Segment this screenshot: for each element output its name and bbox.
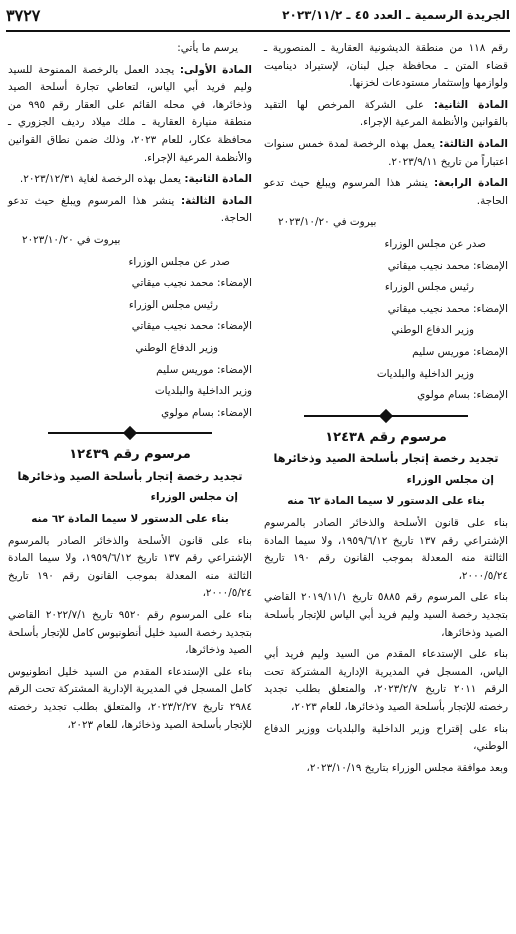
article-label: المادة الثانية: bbox=[184, 173, 252, 186]
article-1 bbox=[8, 62, 252, 168]
decree-date: بيروت في ٢٠٢٣/١٠/٢٠ bbox=[22, 233, 121, 246]
signature-line: الإمضاء: بسام مولوي bbox=[161, 406, 252, 419]
article-2 bbox=[8, 171, 252, 189]
page-number: ٣٧٢٧ bbox=[6, 6, 41, 25]
gazette-title: الجريدة الرسمية ـ العدد ٤٥ ـ ٢٠٢٣/١١/٢ bbox=[282, 8, 510, 22]
signature-line: الإمضاء: محمد نجيب ميقاتي bbox=[387, 302, 508, 315]
article-label: المادة الرابعة: bbox=[433, 177, 508, 190]
article-2 bbox=[264, 97, 508, 132]
intro-paragraph: يرسم ما يأتي: bbox=[177, 42, 238, 54]
article-text: يعمل بهذه الرخصة لمدة خمس سنوات اعتباراً من تاريخ ٢٠٢٣/٩/١١. bbox=[264, 137, 508, 168]
signature-line: صدر عن مجلس الوزراء bbox=[128, 255, 230, 268]
article-label: المادة الثانية: bbox=[433, 98, 509, 111]
signature-line: الإمضاء: محمد نجيب ميقاتي bbox=[131, 277, 252, 290]
signature-line: الإمضاء: موريس سليم bbox=[412, 345, 508, 358]
signature-line: الإمضاء: محمد نجيب ميقاتي bbox=[387, 259, 508, 272]
preamble-paragraph: وبعد موافقة مجلس الوزراء بتاريخ ٢٠٢٣/١٠/١٩، bbox=[306, 761, 508, 774]
article-label: المادة الأولى: bbox=[179, 63, 252, 76]
article-3 bbox=[264, 136, 508, 171]
decree-number: مرسوم رقم ١٢٤٣٨ bbox=[325, 429, 447, 445]
preamble-paragraph: بناء على قانون الأسلحة والذخائر الصادر بالمرسوم الإشتراعي رقم ١٣٧ تاريخ ١٩٥٩/٦/١٢، ولا سيما المادة الثالثة منه المعدلة بموجب القانون رقم ١٩٠ تاريخ ٢٠٠٠/٥/٢٤، bbox=[8, 534, 253, 600]
legal-basis: بناء على الدستور لا سيما المادة ٦٢ منه bbox=[31, 513, 229, 526]
signature-line: وزير الداخلية والبلديات bbox=[154, 385, 252, 398]
signature-line: وزير الداخلية والبلديات bbox=[376, 367, 474, 380]
decree-number: مرسوم رقم ١٢٤٣٩ bbox=[69, 447, 191, 463]
article-text: ينشر هذا المرسوم ويبلغ حيث تدعو الحاجة. bbox=[264, 177, 508, 207]
section-divider bbox=[264, 411, 508, 421]
signature-line: الإمضاء: بسام مولوي bbox=[417, 389, 508, 402]
header-rule bbox=[6, 30, 510, 32]
issuer-line: إن مجلس الوزراء bbox=[150, 491, 238, 504]
article-text: على الشركة المرخص لها التقيد بالقوانين والأنظمة المرعية الإجراء. bbox=[264, 98, 508, 129]
page-header bbox=[6, 4, 510, 32]
preamble-paragraph: بناء على الإستدعاء المقدم من السيد خليل انطونيوس كامل المسجل في المديرية الإدارية المشتركة تحت الرقم ٢٩٨٤ تاريخ ٢٠٢٣/٢/٢٧، والمتعلق بطلب تجديد رخصته للإتجار بأسلحة الصيد وذخائرها، للعام ٢٠٢٣، bbox=[8, 665, 253, 731]
preamble-paragraph: بناء على إقتراح وزير الداخلية والبلديات ووزير الدفاع الوطني، bbox=[264, 722, 508, 753]
signature-line: رئيس مجلس الوزراء bbox=[128, 298, 218, 311]
signature-line: وزير الدفاع الوطني bbox=[391, 324, 474, 337]
left-column bbox=[8, 40, 252, 738]
article-text: يعمل بهذه الرخصة لغاية ٢٠٢٣/١٢/٣١. bbox=[19, 173, 182, 186]
right-column bbox=[264, 40, 508, 781]
article-4 bbox=[264, 175, 508, 210]
article-3 bbox=[8, 193, 252, 228]
decree-title: تجديد رخصة إتجار بأسلحة الصيد وذخائرها bbox=[273, 452, 499, 466]
article-label: المادة الثالثة: bbox=[439, 137, 508, 150]
intro-paragraph: رقم ١١٨ من منطقة الديشونية العقارية ـ المنصورية ـ قضاء المتن ـ محافظة جبل لبنان، لإستيراد ديناميت ولوازمها وإستثمار مستودعات لخزنها. bbox=[264, 42, 508, 90]
section-divider bbox=[8, 428, 252, 438]
signature-line: وزير الدفاع الوطني bbox=[135, 341, 218, 354]
preamble-paragraph: بناء على قانون الأسلحة والذخائر الصادر بالمرسوم الإشتراعي رقم ١٣٧ تاريخ ١٩٥٩/٦/١٢، ولا سيما المادة الثالثة منه المعدلة بموجب القانون رقم ١٩٠ تاريخ ٢٠٠٠/٥/٢٤، bbox=[264, 517, 509, 582]
decree-title: تجديد رخصة إتجار بأسلحة الصيد وذخائرها bbox=[17, 469, 243, 483]
article-text: يجدد العمل بالرخصة الممنوحة للسيد وليم فريد أبي الياس، لتعاطي تجارة أسلحة الصيد وذخائرها، في محله القائم على العقار رقم ٩٩٥ من منطقة منيارة العقارية ـ ملك ميلاد رديف الجزوري ـ محافظة عكار، للعام ٢٠٢٣، وذلك ضمن نطاق القوانين والأنظمة المرعية الإجراء. bbox=[8, 63, 252, 164]
article-text: ينشر هذا المرسوم ويبلغ حيث تدعو الحاجة. bbox=[8, 194, 252, 225]
article-label: المادة الثالثة: bbox=[181, 194, 253, 207]
preamble-paragraph: بناء على المرسوم رقم ٩٥٢٠ تاريخ ٢٠٢٢/٧/١ القاضي بتجديد رخصة السيد خليل أنطونيوس كامل للإتجار بأسلحة الصيد وذخائرها، bbox=[8, 609, 252, 657]
signature-line: رئيس مجلس الوزراء bbox=[384, 281, 474, 294]
legal-basis: بناء على الدستور لا سيما المادة ٦٢ منه bbox=[287, 495, 485, 508]
signature-line: الإمضاء: محمد نجيب ميقاتي bbox=[131, 320, 252, 333]
signature-line: صدر عن مجلس الوزراء bbox=[384, 237, 486, 250]
preamble-paragraph: بناء على المرسوم رقم ٥٨٨٥ تاريخ ٢٠١٩/١١/١ القاضي بتجديد رخصة السيد وليم فريد أبي الياس للإتجار بأسلحة الصيد وذخائرها، bbox=[264, 591, 508, 639]
preamble-paragraph: بناء على الإستدعاء المقدم من السيد وليم فريد أبي الياس، المسجل في المديرية الإدارية المشتركة تحت الرقم ٢٠١١ تاريخ ٢٠٢٣/٢/٧، والمتعلق بطلب تجديد رخصته للإتجار بأسلحة الصيد وذخائرها، للعام ٢٠٢٣، bbox=[264, 648, 508, 713]
issuer-line: إن مجلس الوزراء bbox=[406, 473, 494, 486]
decree-date: بيروت في ٢٠٢٣/١٠/٢٠ bbox=[278, 216, 377, 229]
signature-line: الإمضاء: موريس سليم bbox=[156, 363, 252, 376]
